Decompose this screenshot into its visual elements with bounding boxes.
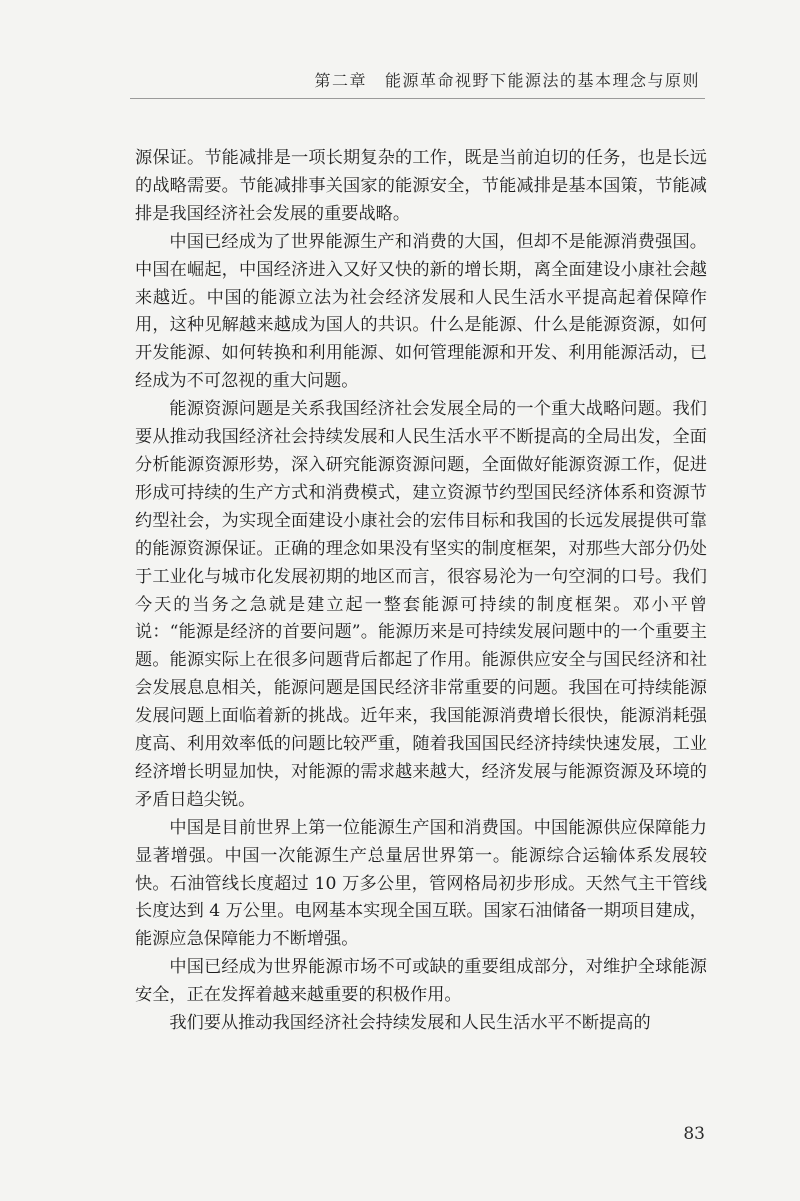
paragraph-continued: 源保证。节能减排是一项长期复杂的工作，既是当前迫切的任务，也是长远的战略需要。节能减排事关国家的能源安全，节能减排是基本国策，节能减排是我国经济社会发展的重要战略。 (135, 148, 707, 224)
paragraph: 能源资源问题是关系我国经济社会发展全局的一个重大战略问题。我们要从推动我国经济社会持续发展和人民生活水平不断提高的全局出发，全面分析能源资源形势，深入研究能源资源问题，全面做好能源资源工作，促进形成可持续的生产方式和消费模式，建立资源节约型国民经济体系和资源节约型社会，为实现全面建设小康社会的宏伟目标和我国的长远发展提供可靠的能源资源保证。正确的理念如果没有坚实的制度框架，对那些大部分仍处于工业化与城市化发展初期的地区而言，很容易沦为一句空洞的口号。我们今天的当务之急就是建立起一整套能源可持续的制度框架。邓小平曾说：“能源是经济的首要问题”。能源历来是可持续发展问题中的一个重要主题。能源实际上在很多问题背后都起了作用。能源供应安全与国民经济和社会发展息息相关，能源问题是国民经济非常重要的问题。我国在可持续能源发展问题上面临着新的挑战。近年来，我国能源消费增长很快，能源消耗强度高、利用效率低的问题比较严重，随着我国国民经济持续快速发展，工业经济增长明显加快，对能源的需求越来越大，经济发展与能源资源及环境的矛盾日趋尖锐。 (135, 399, 707, 810)
paragraph: 中国已经成为世界能源市场不可或缺的重要组成部分，对维护全球能源安全，正在发挥着越来越重要的积极作用。 (135, 957, 707, 1006)
chapter-title: 能源革命视野下能源法的基本理念与原则 (384, 71, 700, 90)
body-text (135, 145, 707, 1038)
paragraph: 我们要从推动我国经济社会持续发展和人民生活水平不断提高的 (169, 1013, 651, 1034)
running-header (314, 68, 700, 91)
paragraph: 中国已经成为了世界能源生产和消费的大国，但却不是能源消费强国。中国在崛起，中国经济进入又好又快的新的增长期，离全面建设小康社会越来越近。中国的能源立法为社会经济发展和人民生活水平提高起着保障作用，这种见解越来越成为国人的共识。什么是能源、什么是能源资源，如何开发能源、如何转换和利用能源、如何管理能源和开发、利用能源活动，已经成为不可忽视的重大问题。 (135, 231, 707, 392)
header-rule (130, 98, 705, 99)
paragraph: 中国是目前世界上第一位能源生产国和消费国。中国能源供应保障能力显著增强。中国一次能源生产总量居世界第一。能源综合运输体系发展较快。石油管线长度超过 10 万多公里，管网格局初步形成。天然气主干管线长度达到 4 万公里。电网基本实现全国互联。国家石油储备一期项目建成，能源应急保障能力不断增强。 (135, 817, 707, 950)
chapter-label: 第二章 (314, 71, 367, 90)
page-number: 83 (683, 1124, 705, 1144)
